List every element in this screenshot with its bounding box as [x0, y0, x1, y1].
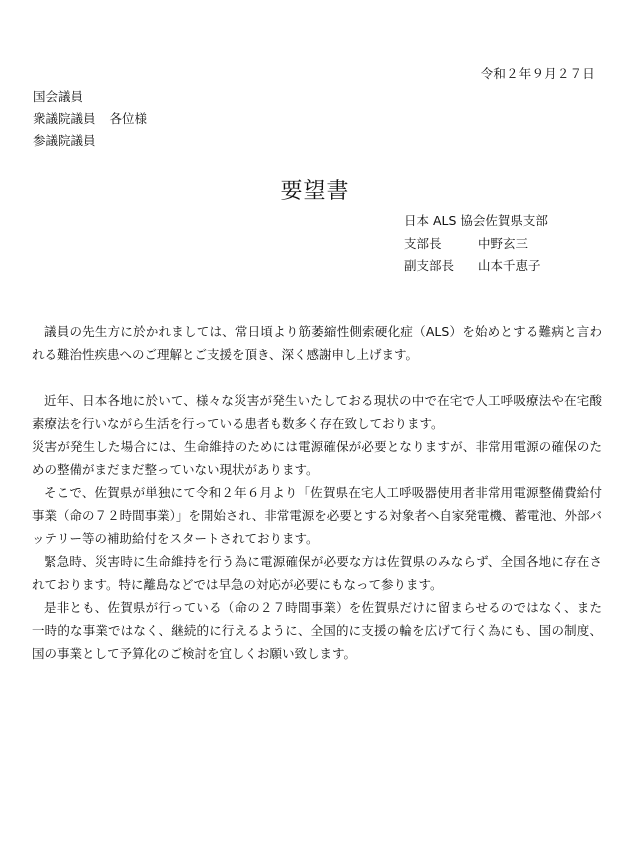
recipient-suffix: 各位様 — [109, 111, 148, 126]
sender-member — [404, 233, 548, 256]
recipient-name: 参議院議員 — [33, 133, 96, 148]
sender-name: 中野玄三 — [478, 235, 529, 251]
recipient-line — [33, 86, 147, 108]
body-paragraph: 災害が発生した場合には、生命維持のためには電源確保が必要となりますが、非常用電源の確保のための整備がまだまだ整っていない現状があります。 — [32, 439, 602, 477]
recipient-name: 国会議員 — [33, 89, 84, 104]
sender-name: 山本千恵子 — [478, 258, 541, 273]
sender-member — [404, 255, 548, 278]
body-paragraph: 是非とも、佐賀県が行っている（命の２７時間事業）を佐賀県だけに留まらせるのではなく、また一時的な事業ではなく、継続的に行えるように、全国的に支援の輪を広げて行く為にも、国の制度、国の事業として予算化のご検討を宜しくお願い致します。 — [32, 600, 602, 661]
recipient-line — [33, 108, 147, 130]
recipients-block — [33, 86, 147, 152]
body-paragraph: 議員の先生方に於かれましては、常日頃より筋萎縮性側索硬化症（ALS）を始めとする難病と言われる難治性疾患へのご理解とご支援を頂き、深く感謝申し上げます。 — [32, 324, 602, 362]
sender-organization: 日本 ALS 協会佐賀県支部 — [404, 213, 548, 228]
sender-role: 支部長 — [404, 235, 442, 251]
body-paragraph: 緊急時、災害時に生命維持を行う為に電源確保が必要な方は佐賀県のみならず、全国各地に存在されております。特に離島などでは早急の対応が必要にもなって参ります。 — [32, 554, 602, 592]
document-title: 要望書 — [280, 179, 350, 204]
letter-date: 令和２年９月２７日 — [480, 66, 595, 81]
recipient-name: 衆議院議員 — [33, 111, 96, 126]
body-paragraph: そこで、佐賀県が単独にて令和２年６月より「佐賀県在宅人工呼吸器使用者非常用電源整備費給付事業（命の７２時間事業）」を開始され、非常電源を必要とする対象者へ自家発電機、蓄電池、外部バッテリー等の補助給付をスタートされております。 — [32, 485, 602, 546]
sender-role: 副支部長 — [404, 258, 455, 273]
recipient-line — [33, 130, 147, 152]
body-paragraph: 近年、日本各地に於いて、様々な災害が発生いたしておる現状の中で在宅で人工呼吸療法や在宅酸素療法を行いながら生活を行っている患者も数多く存在致しております。 — [32, 393, 602, 431]
letter-body — [32, 320, 602, 665]
sender-block — [404, 210, 548, 278]
